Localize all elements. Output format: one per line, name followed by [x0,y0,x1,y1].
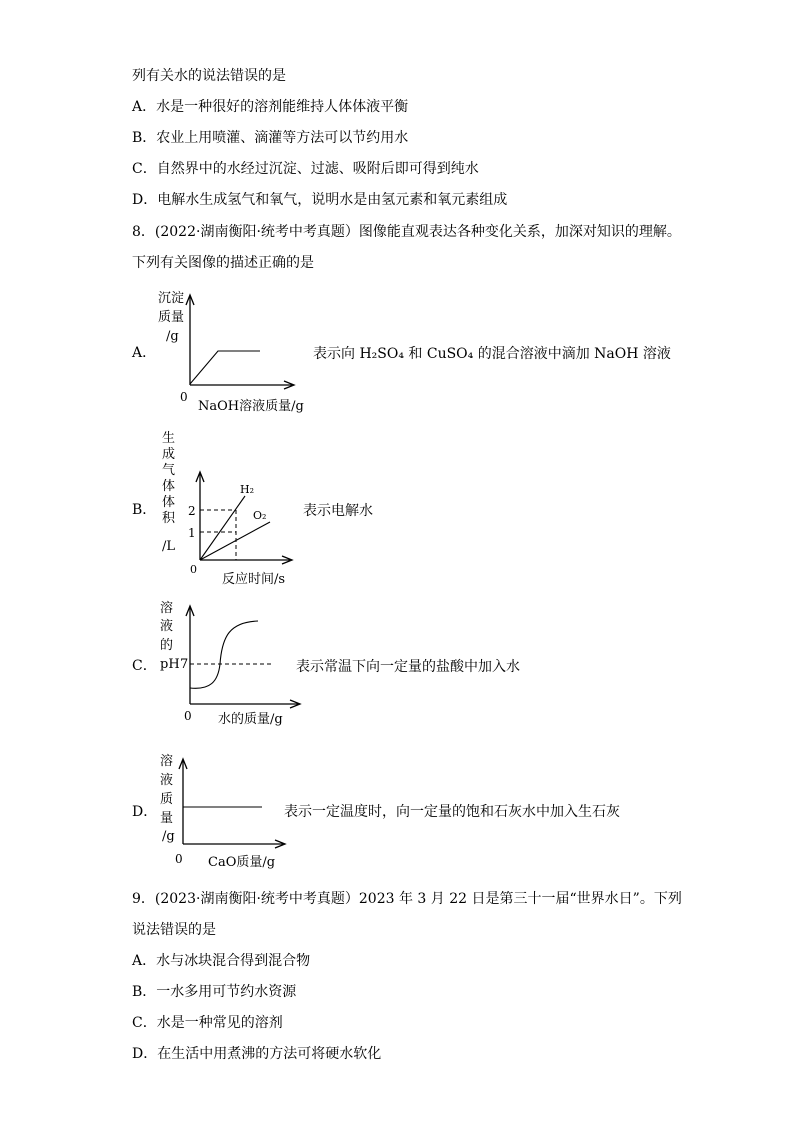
graph-c-curve [190,621,258,688]
graph-d-ylabel-5: /g [162,829,175,844]
graph-c-xlabel: 水的质量/g [218,712,283,727]
graph-c-origin: 0 [184,709,192,723]
graph-a-ylabel-3: /g [166,329,179,344]
q7-option-c[interactable]: C．自然界中的水经过沉淀、过滤、吸附后即可得到纯水 [132,161,479,177]
q9-option-a[interactable]: A．水与冰块混合得到混合物 [132,953,311,969]
graph-b-ylabel-2: 成 [162,447,176,462]
graph-b-o2-label: O₂ [253,509,267,522]
q8-option-c-graph [150,596,320,732]
graph-b-h2-line [200,496,245,560]
graph-a-ylabel-2: 质量 [158,310,185,325]
q8-option-b-desc: 表示电解水 [303,503,373,519]
graph-d-origin: 0 [175,852,183,866]
q8-stem-line2: 下列有关图像的描述正确的是 [132,255,314,271]
q8-option-b-graph [150,426,320,588]
graph-d-xlabel: CaO质量/g [208,855,276,870]
graph-a-ylabel-1: 沉淀 [158,291,185,306]
q7-option-b[interactable]: B．农业上用喷灌、滴灌等方法可以节约用水 [132,130,409,146]
q8-option-a-graph [150,285,330,415]
graph-c-ylabel-4: pH [160,657,180,672]
graph-b-ylabel-7: /L [162,539,176,554]
graph-b-ylabel-4: 体 [162,479,176,494]
graph-b-xlabel: 反应时间/s [222,572,286,587]
graph-c-ylabel-1: 溶 [160,601,174,616]
graph-b-ylabel-3: 气 [162,463,176,478]
graph-b-ylabel-1: 生 [162,431,176,446]
graph-b-origin: 0 [190,563,197,576]
q7-option-d[interactable]: D．电解水生成氢气和氧气，说明水是由氢元素和氧元素组成 [132,192,508,208]
graph-b-tick-2: 2 [188,504,196,518]
graph-d-ylabel-4: 量 [160,811,174,826]
graph-c-ylabel-2: 液 [160,619,174,634]
q8-option-c-label[interactable]: C． [132,658,157,674]
graph-d-ylabel-2: 液 [160,773,174,788]
graph-b-ylabel-5: 体 [162,495,176,510]
graph-c-ylabel-3: 的 [160,638,174,653]
graph-a-origin: 0 [180,390,188,404]
q8-option-d-label[interactable]: D． [132,804,158,820]
graph-d-ylabel-3: 质 [160,792,174,807]
q9-stem-line1: 9．(2023·湖南衡阳·统考中考真题）2023 年 3 月 22 日是第三十一届“世界水日”。下列 [132,891,682,907]
q9-option-d[interactable]: D．在生活中用煮沸的方法可将硬水软化 [132,1046,382,1062]
graph-b-ylabel-6: 积 [162,511,176,526]
q8-option-b-label[interactable]: B． [132,502,157,518]
graph-a-xlabel: NaOH溶液质量/g [198,399,304,414]
q7-stem-tail: 列有关水的说法错误的是 [132,68,286,84]
graph-d-ylabel-1: 溶 [160,754,174,769]
q9-option-c[interactable]: C．水是一种常见的溶剂 [132,1015,283,1031]
q8-option-c-desc: 表示常温下向一定量的盐酸中加入水 [296,659,520,675]
q8-option-d-desc: 表示一定温度时，向一定量的饱和石灰水中加入生石灰 [284,804,620,820]
q9-stem-line2: 说法错误的是 [132,922,216,938]
q8-stem-line1: 8．(2022·湖南衡阳·统考中考真题）图像能直观表达各种变化关系，加深对知识的理解。 [132,224,681,240]
q9-option-b[interactable]: B．一水多用可节约水资源 [132,984,297,1000]
q7-option-a[interactable]: A．水是一种很好的溶剂能维持人体体液平衡 [132,99,409,115]
graph-b-tick-1: 1 [188,526,196,540]
q8-option-a-label[interactable]: A． [132,345,157,361]
graph-c-tick-7: 7 [180,657,189,672]
graph-b-h2-label: H₂ [240,483,255,496]
graph-a-curve [190,351,260,384]
graph-b-o2-line [200,522,270,560]
q8-option-a-desc: 表示向 H₂SO₄ 和 CuSO₄ 的混合溶液中滴加 NaOH 溶液 [313,346,671,362]
